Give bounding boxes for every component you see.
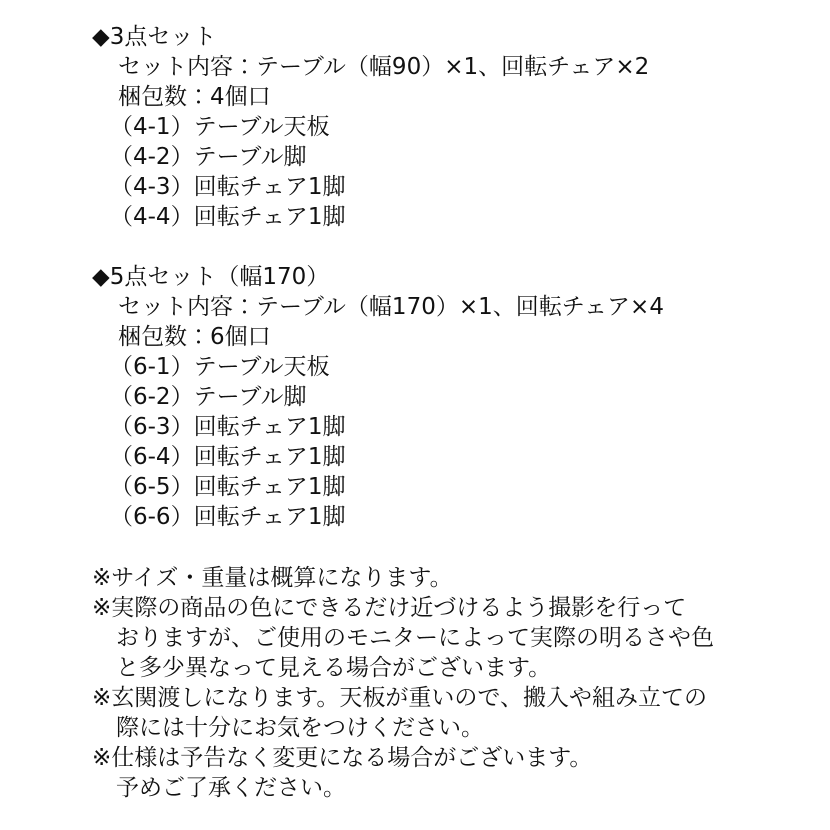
note-color-line: おりますが、ご使用のモニターによって実際の明るさや色: [116, 625, 714, 651]
set3-item: （4-4）回転チェア1脚: [110, 204, 346, 230]
note-color-line: ※実際の商品の色にできるだけ近づけるよう撮影を行って: [92, 595, 687, 621]
note-delivery-line: ※玄関渡しになります。天板が重いので、搬入や組み立ての: [92, 685, 707, 711]
note-approx-size: ※サイズ・重量は概算になります。: [92, 565, 453, 591]
set3-item: （4-2）テーブル脚: [110, 144, 307, 170]
set5-contents: セット内容：テーブル（幅170）×1、回転チェア×4: [118, 294, 664, 320]
set3-item: （4-3）回転チェア1脚: [110, 174, 346, 200]
set5-item: （6-4）回転チェア1脚: [110, 444, 346, 470]
set5-item: （6-5）回転チェア1脚: [110, 474, 346, 500]
set5-package-count: 梱包数：6個口: [118, 324, 271, 350]
set3-contents: セット内容：テーブル（幅90）×1、回転チェア×2: [118, 54, 650, 80]
note-spec-change-line: ※仕様は予告なく変更になる場合がございます。: [92, 745, 593, 771]
set5-item: （6-1）テーブル天板: [110, 354, 330, 380]
set5-heading: ◆5点セット（幅170）: [92, 264, 330, 290]
set5-item: （6-3）回転チェア1脚: [110, 414, 346, 440]
set5-item: （6-6）回転チェア1脚: [110, 504, 346, 530]
note-delivery-line: 際には十分にお気をつけください。: [116, 715, 484, 741]
set3-item: （4-1）テーブル天板: [110, 114, 330, 140]
set3-heading: ◆3点セット: [92, 24, 217, 50]
note-color-line: と多少異なって見える場合がございます。: [116, 655, 552, 681]
set5-item: （6-2）テーブル脚: [110, 384, 307, 410]
set3-package-count: 梱包数：4個口: [118, 84, 271, 110]
note-spec-change-line: 予めご了承ください。: [116, 775, 346, 801]
